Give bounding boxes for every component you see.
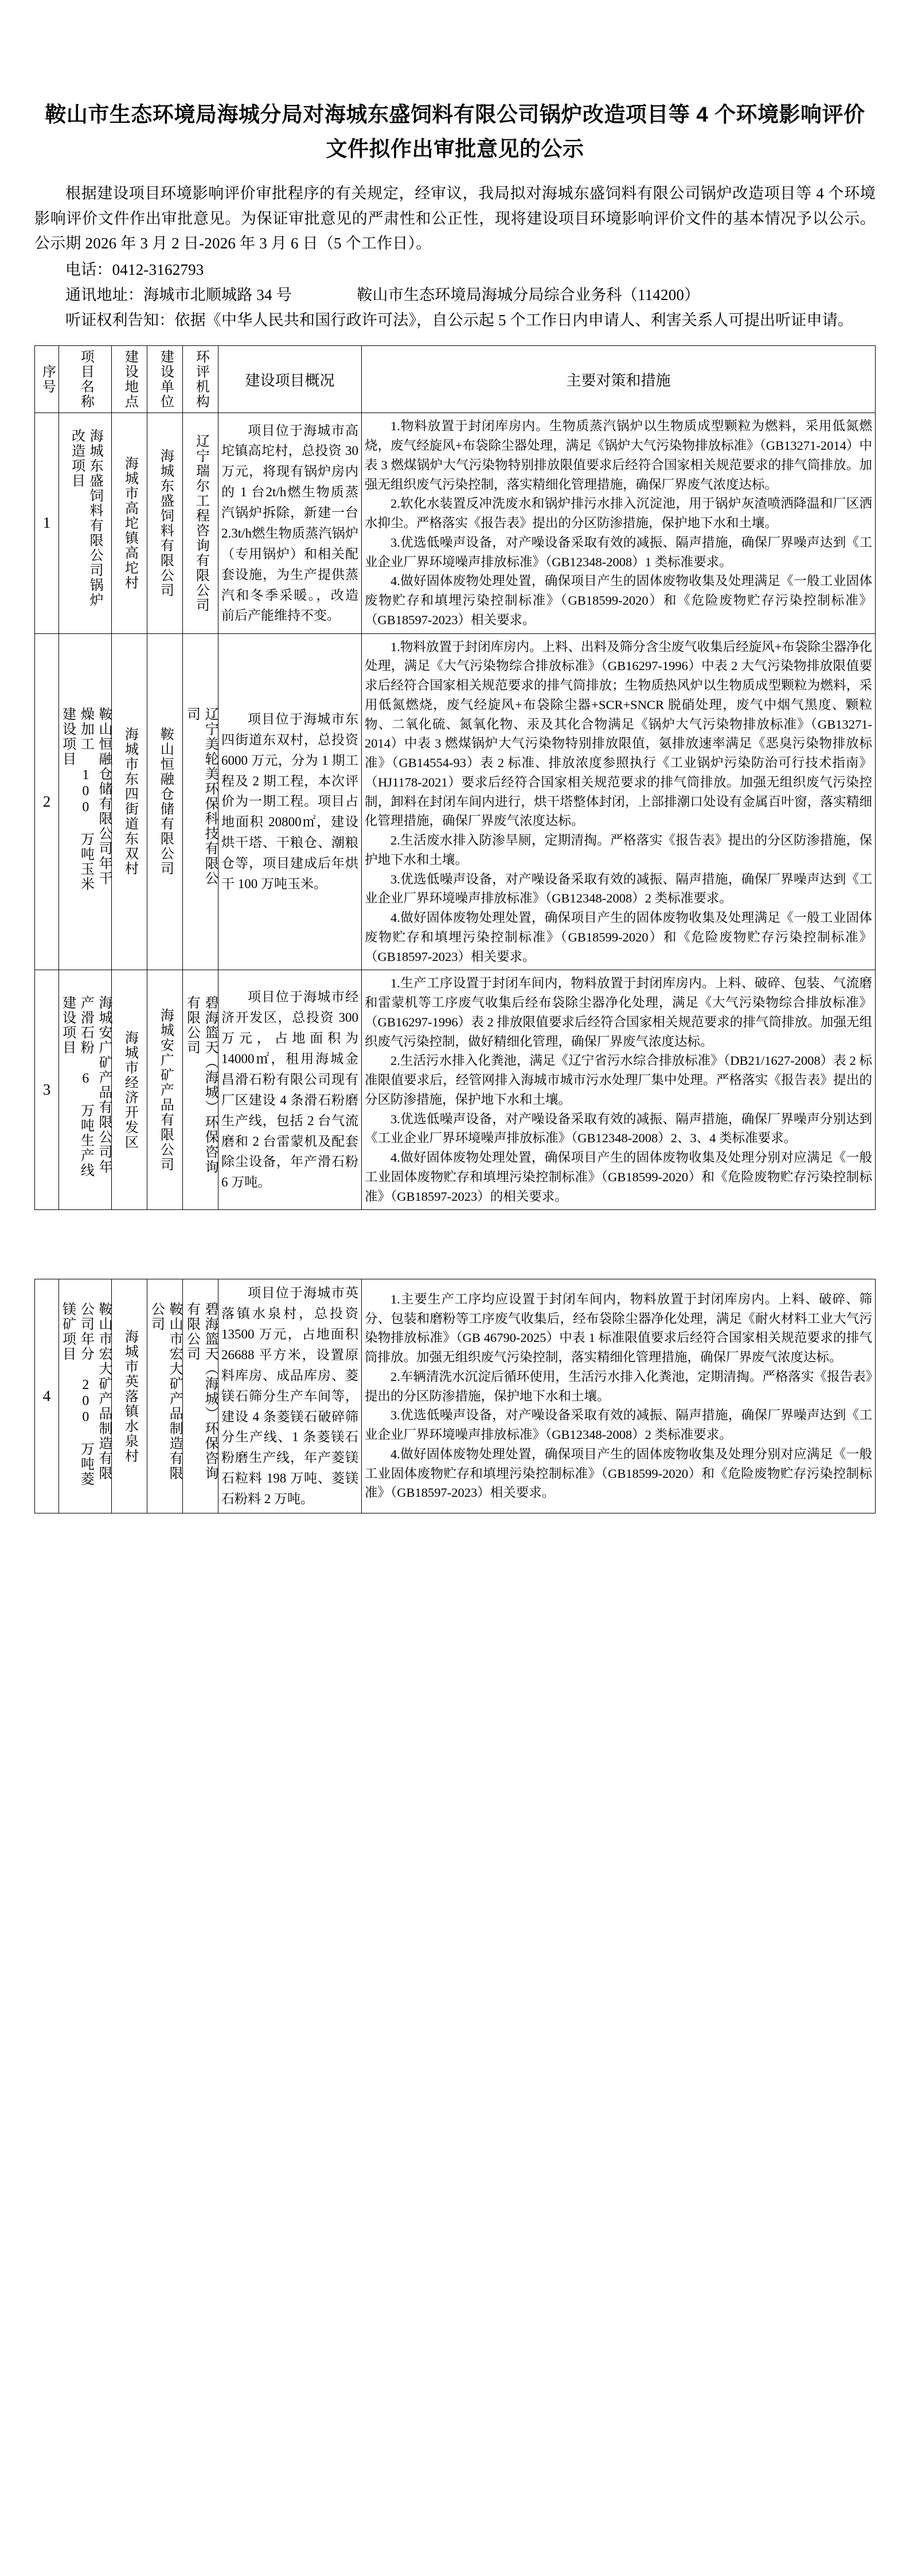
row-seq: 1	[35, 413, 59, 633]
row-ea-org: 辽宁瑞尔工程咨询有限公司	[183, 413, 218, 633]
header-seq: 序号	[35, 346, 59, 413]
address-line	[34, 283, 876, 308]
row-ea-org: 碧海篮天（海城）环保咨询有限公司	[183, 970, 218, 1210]
approval-table-part1	[34, 345, 876, 1210]
row-overview: 项目位于海城市东四街道东双村，总投资 6000 万元，分为 1 期工程及 2 期工程，本次评价为一期工程。项目占地面积 20800㎡，建设烘干塔、干粮仓、潮粮仓等，项目建成后年烘干 100 万吨玉米。	[218, 633, 362, 970]
row-unit: 海城安广矿产品有限公司	[147, 970, 183, 1210]
intro-paragraph: 根据建设项目环境影响评价审批程序的有关规定，经审议，我局拟对海城东盛饲料有限公司锅炉改造项目等 4 个环境影响评价文件作出审批意见。为保证审批意见的严肃性和公正性，现将建设项目环境影响评价文件的基本情况予以公示。公示期 2026 年 3 月 2 日-2026 年 3 月 6 日（5 个工作日）。	[34, 184, 876, 252]
page-title: 鞍山市生态环境局海城分局对海城东盛饲料有限公司锅炉改造项目等 4 个环境影响评价文件拟作出审批意见的公示	[45, 103, 865, 161]
address-office: 鞍山市生态环境局海城分局综合业务科（114200）	[357, 286, 700, 303]
row-unit: 海城东盛饲料有限公司	[147, 413, 183, 633]
header-overview: 建设项目概况	[218, 346, 362, 413]
row-location: 海城市高坨镇高坨村	[112, 413, 147, 633]
row-measures: 1.生产工序设置于封闭车间内，物料放置于封闭库房内。上料、破碎、包装、气流磨和雷蒙机等工序废气收集后经布袋除尘器净化处理，满足《大气污染物综合排放标准》（GB16297-1996）表 2 排放限值要求后经符合国家相关规范要求的排气筒排放。加强无组织废气污染控制，做好精细化管理，确保厂界废气浓度达标。 2.生活污水排入化粪池，满足《辽宁省污水综合排放标准》（DB21/1627-2008）表 2 标准限值要求后，经管网排入海城市城市污水处理厂集中处理。严格落实《报告表》提出的分区防渗措施，保护地下水和土壤。 3.优选低噪声设备，对产噪设备采取有效的减振、隔声措施，确保厂界噪声分别达到《工业企业厂界环境噪声排放标准》（GB12348-2008）2、3、4 类标准要求。 4.做好固体废物处理处置，确保项目产生的固体废物收集及处理分别对应满足《一般工业固体废物贮存和填埋污染控制标准》（GB18599-2020）和《危险废物贮存污染控制标准》（GB18597-2023）的相关要求。	[362, 970, 876, 1210]
row-ea-org: 碧海篮天（海城）环保咨询有限公司	[183, 1279, 218, 1513]
row-location: 海城市经济开发区	[112, 970, 147, 1210]
row-unit: 鞍山市宏大矿产品制造有限公司	[147, 1279, 183, 1513]
address-label: 通讯地址：海城市北顺城路 34 号	[65, 286, 292, 303]
row-seq: 4	[35, 1279, 59, 1513]
row-measures: 1.物料放置于封闭库房内。生物质蒸汽锅炉以生物质成型颗粒为燃料，采用低氮燃烧，废气经旋风+布袋除尘器处理，满足《锅炉大气污染物排放标准》（GB13271-2014）中表 3 燃煤锅炉大气污染物特别排放限值要求后经符合国家相关规范要求的排气筒排放。加强无组织废气污染控制，落实精细化管理措施，确保厂界废气浓度达标。 2.软化水装置反冲洗废水和锅炉排污水排入沉淀池，用于锅炉灰渣喷洒降温和厂区洒水抑尘。严格落实《报告表》提出的分区防渗措施，保护地下水和土壤。 3.优选低噪声设备，对产噪设备采取有效的减振、隔声措施，确保厂界噪声达到《工业企业厂界环境噪声排放标准》（GB12348-2008）1 类标准要求。 4.做好固体废物处理处置，确保项目产生的固体废物收集及处理满足《一般工业固体废物贮存和填埋污染控制标准》（GB18599-2020）和《危险废物贮存污染控制标准》（GB18597-2023）相关要求。	[362, 413, 876, 633]
page-break-gap	[34, 1210, 876, 1279]
row-measures: 1.主要生产工序均应设置于封闭车间内，物料放置于封闭库房内。上料、破碎、筛分、包装和磨粉等工序废气收集后，经布袋除尘器净化处理，满足《耐火材料工业大气污染物排放标准》（GB 46790-2025）中表 1 标准限值要求后经符合国家相关规范要求的排气筒排放。加强无组织废气污染控制，落实精细化管理措施，确保厂界废气浓度达标。 2.车辆清洗水沉淀后循环使用，生活污水排入化粪池，定期清掏。严格落实《报告表》提出的分区防渗措施，保护地下水和土壤。 3.优选低噪声设备，对产噪设备采取有效的减振、隔声措施，确保厂界噪声达到《工业企业厂界环境噪声排放标准》（GB12348-2008）2 类标准要求。 4.做好固体废物处理处置，确保项目产生的固体废物收集及处理分别对应满足《一般工业固体废物贮存和填埋污染控制标准》（GB18599-2020）和《危险废物贮存污染控制标准》（GB18597-2023）相关要求。	[362, 1279, 876, 1513]
hearing-notice-line: 听证权利告知：依据《中华人民共和国行政许可法》，自公示起 5 个工作日内申请人、利害关系人可提出听证申请。	[65, 311, 854, 329]
row-location: 海城市东四街道东双村	[112, 633, 147, 970]
header-project-name: 项目名称	[59, 346, 112, 413]
row-ea-org: 辽宁美轮美环保科技有限公司	[183, 633, 218, 970]
table-row	[35, 970, 876, 1210]
header-ea-org: 环评机构	[183, 346, 218, 413]
row-measures: 1.物料放置于封闭库房内。上料、出料及筛分含尘废气收集后经旋风+布袋除尘器净化处理，满足《大气污染物综合排放标准》（GB16297-1996）中表 2 大气污染物排放限值要求后经符合国家相关规范要求的排气筒排放；生物质热风炉以生物质成型颗粒为燃料，采用低氮燃烧，废气经旋风+布袋除尘器+SCR+SNCR 脱硝处理，废气中烟气黑度、颗粒物、二氧化硫、氮氧化物、汞及其化合物满足《锅炉大气污染物排放标准》（GB13271-2014）中表 3 燃煤锅炉大气污染物特别排放限值，氨排放速率满足《恶臭污染物排放标准》（GB14554-93）表 2 标准、排放浓度参照执行《工业锅炉污染防治可行技术指南》（HJ1178-2021）要求后经符合国家相关规范要求的排气筒排放。加强无组织废气污染控制，卸料在封闭车间内进行，烘干塔整体封闭，上部排潮口处设有金属百叶窗，落实精细化管理措施，确保厂界废气浓度达标。 2.生活废水排入防渗旱厕，定期清掏。严格落实《报告表》提出的分区防渗措施，保护地下水和土壤。 3.优选低噪声设备，对产噪设备采取有效的减振、隔声措施，确保厂界噪声达到《工业企业厂界环境噪声排放标准》（GB12348-2008）2 类标准要求。 4.做好固体废物处理处置，确保项目产生的固体废物收集及处理满足《一般工业固体废物贮存和填埋污染控制标准》（GB18599-2020）和《危险废物贮存污染控制标准》（GB18597-2023）相关要求。	[362, 633, 876, 970]
row-overview: 项目位于海城市经济开发区，总投资 300 万元，占地面积为 14000㎡，租用海城金昌滑石粉有限公司现有厂区建设 4 条滑石粉磨生产线，包括 2 台气流磨和 2 台雷蒙机及配套除尘设备，年产滑石粉 6 万吨。	[218, 970, 362, 1210]
row-location: 海城市英落镇水泉村	[112, 1279, 147, 1513]
table-row	[35, 1279, 876, 1513]
row-project-name: 海城东盛饲料有限公司锅炉改造项目	[59, 413, 112, 633]
header-location: 建设地点	[112, 346, 147, 413]
row-seq: 3	[35, 970, 59, 1210]
row-project-name: 鞍山市宏大矿产品制造有限公司年分 200 万吨菱镁矿项目	[59, 1279, 112, 1513]
row-project-name: 鞍山恒融仓储有限公司年干燥加工 100 万吨玉米建设项目	[59, 633, 112, 970]
row-seq: 2	[35, 633, 59, 970]
approval-table-part2	[34, 1279, 876, 1513]
row-project-name: 海城安广矿产品有限公司年产滑石粉 6 万吨生产线建设项目	[59, 970, 112, 1210]
header-unit: 建设单位	[147, 346, 183, 413]
table-row	[35, 413, 876, 633]
row-unit: 鞍山恒融仓储有限公司	[147, 633, 183, 970]
phone-line: 电话：0412-3162793	[65, 261, 204, 279]
row-overview: 项目位于海城市高坨镇高坨村，总投资 30 万元，将现有锅炉房内的 1 台2t/h燃生物质蒸汽锅炉拆除，新建一台2.3t/h燃生物质蒸汽锅炉（专用锅炉）和相关配套设施，为生产提供蒸汽和冬季采暖。，改造前后产能维持不变。	[218, 413, 362, 633]
row-overview: 项目位于海城市英落镇水泉村，总投资13500 万元，占地面积 26688 平方米，设置原料库房、成品库房、菱镁石筛分生产车间等，建设 4 条菱镁石破碎筛分生产线、1 条菱镁石粉磨生产线，年产菱镁石粒料 198 万吨、菱镁石粉料 2 万吨。	[218, 1279, 362, 1513]
table-header-row	[35, 346, 876, 413]
table-row	[35, 633, 876, 970]
header-measures: 主要对策和措施	[362, 346, 876, 413]
